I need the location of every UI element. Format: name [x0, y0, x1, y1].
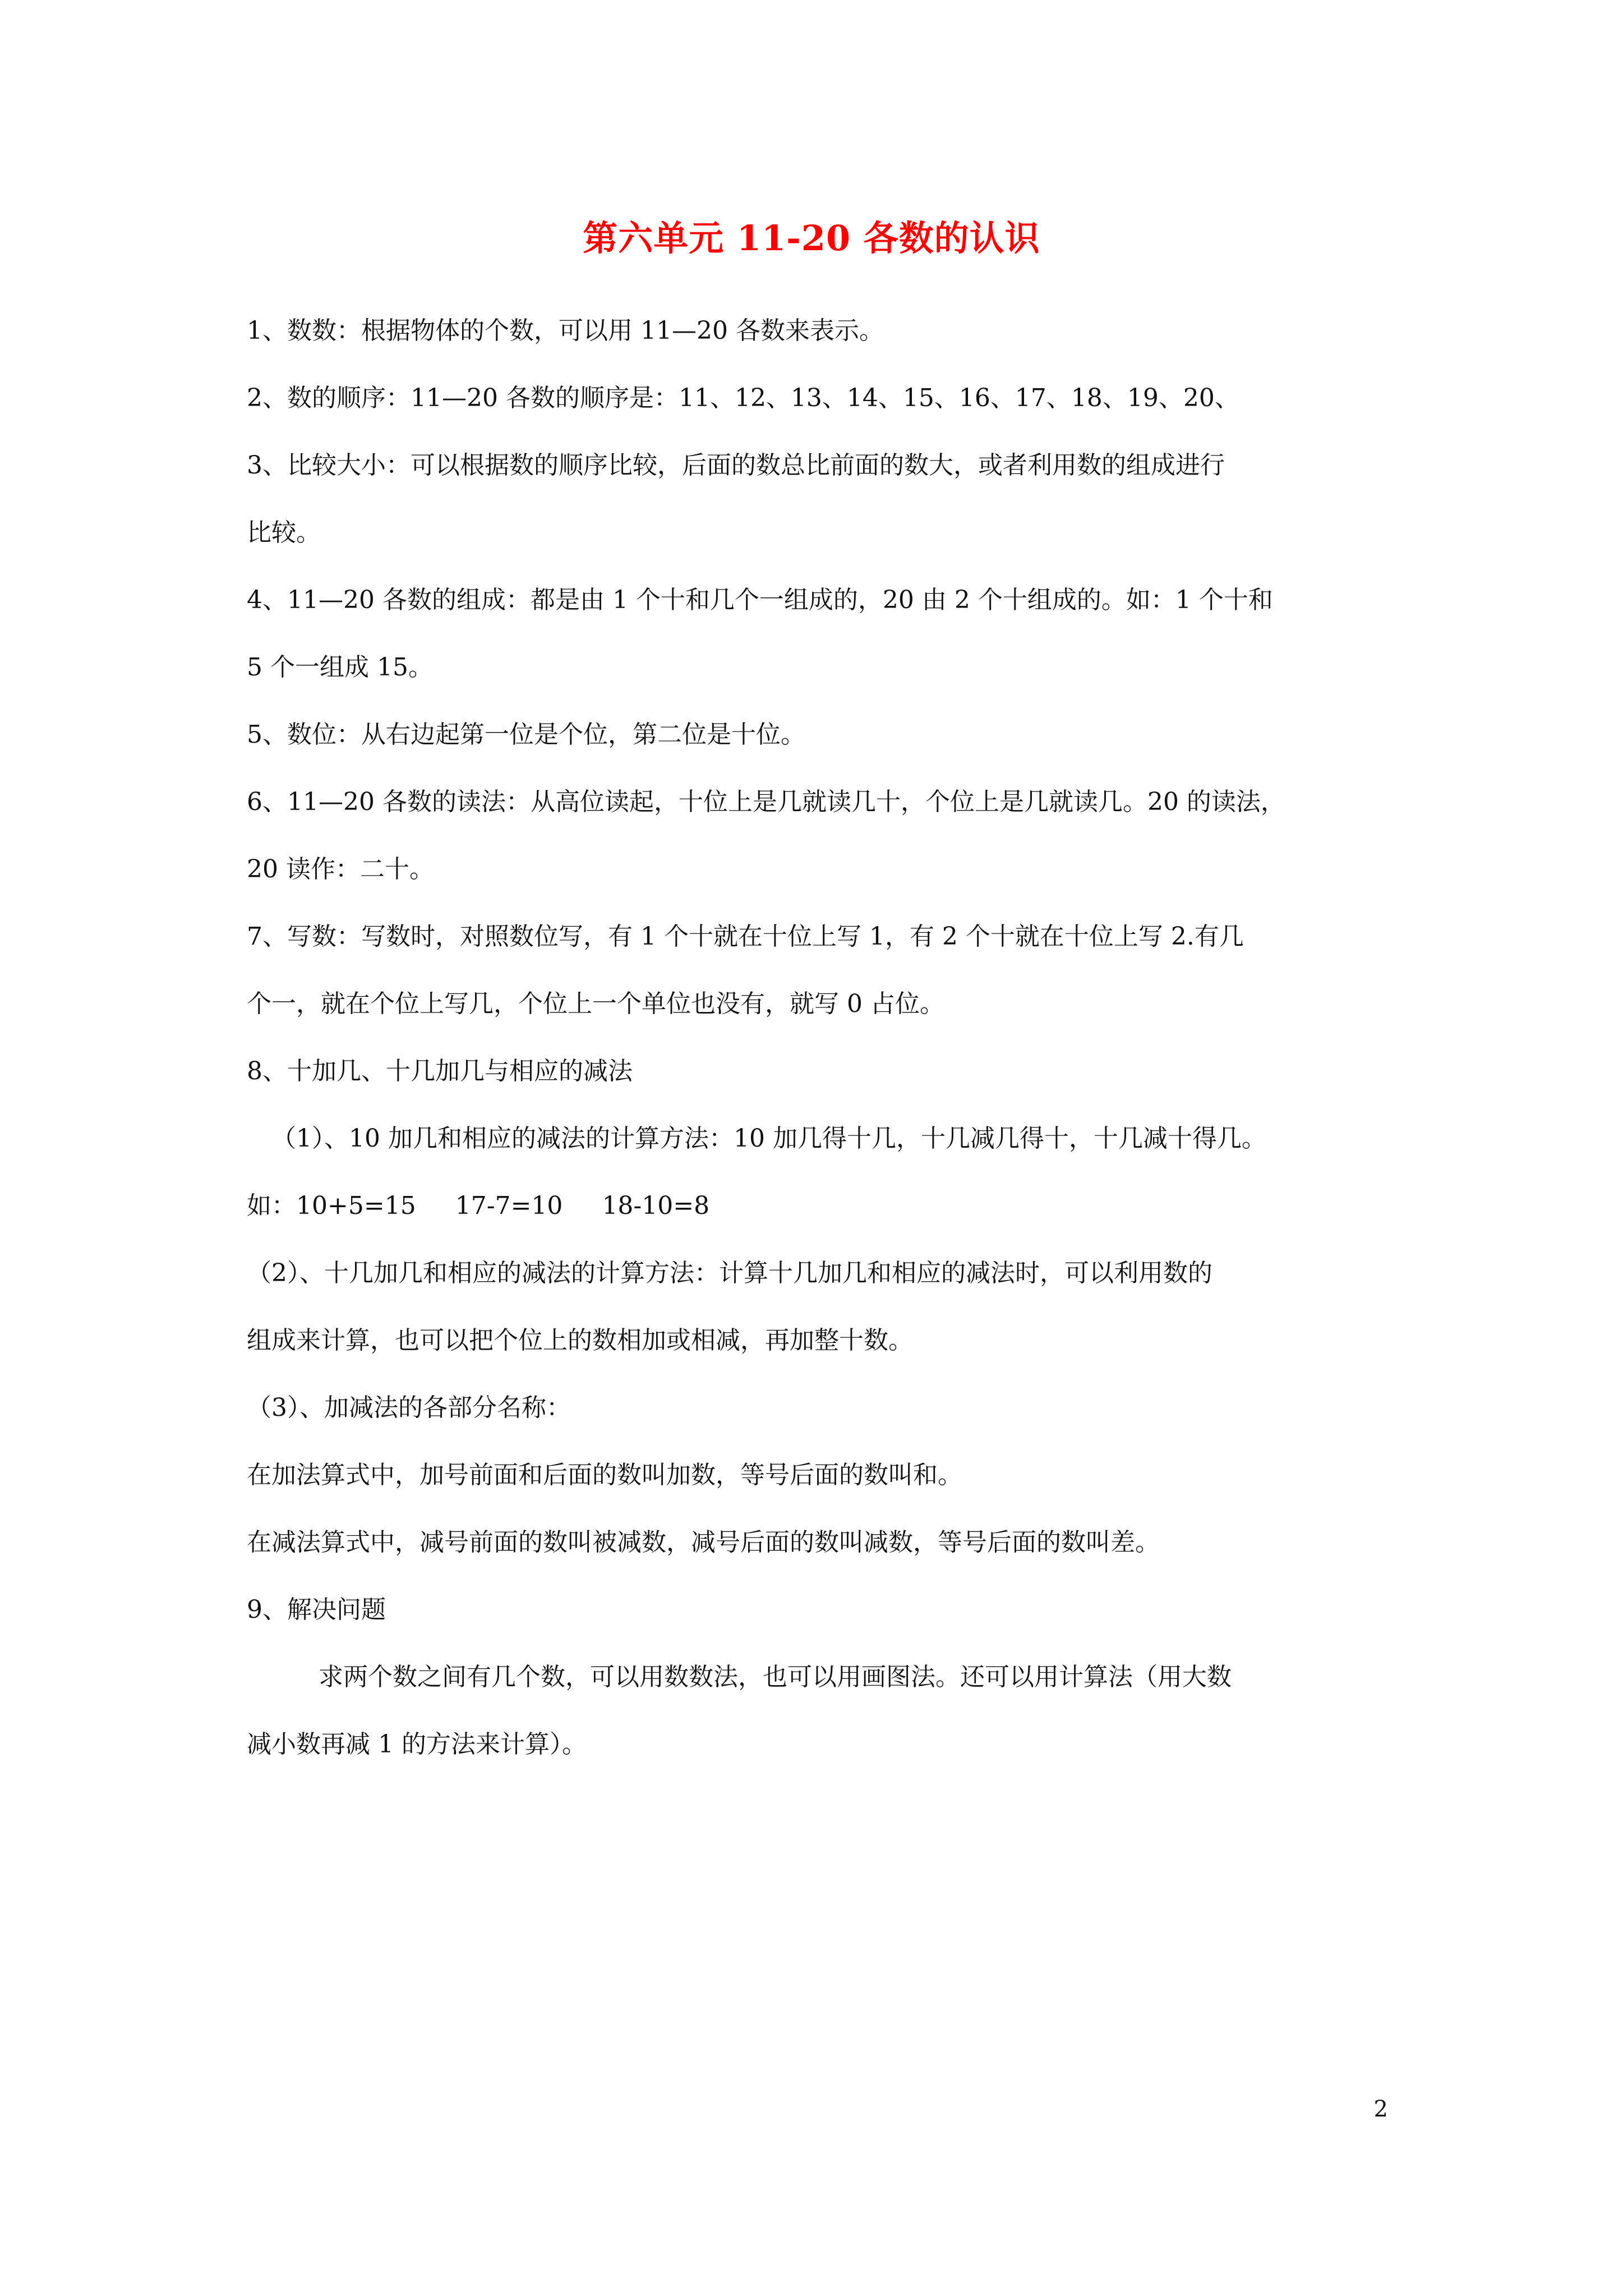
paragraph-line: 20 读作：二十。	[247, 855, 434, 884]
paragraph-line: 求两个数之间有几个数，可以用数数法，也可以用画图法。还可以用计算法（用大数	[319, 1663, 1232, 1691]
paragraph-line: 在加法算式中，加号前面和后面的数叫加数，等号后面的数叫和。	[247, 1461, 962, 1489]
example-equation: 10+5=15	[296, 1191, 416, 1220]
paragraph-line: 减小数再减 1 的方法来计算）。	[247, 1730, 587, 1759]
paragraph-line: 组成来计算，也可以把个位上的数相加或相减，再加整十数。	[247, 1326, 913, 1355]
document-title: 第六单元 11-20 各数的认识	[583, 218, 1040, 259]
paragraph-line: （2）、十几加几和相应的减法的计算方法：计算十几加几和相应的减法时，可以利用数的	[247, 1259, 1212, 1287]
paragraph-line: 在减法算式中，减号前面的数叫被减数，减号后面的数叫减数，等号后面的数叫差。	[247, 1528, 1160, 1557]
example-equation: 18-10=8	[602, 1191, 710, 1220]
paragraph-line: （3）、加减法的各部分名称：	[247, 1393, 571, 1422]
page-number: 2	[1373, 2096, 1388, 2122]
paragraph-line: 5 个一组成 15。	[247, 653, 433, 682]
paragraph-line: 1、数数：根据物体的个数，可以用 11—20 各数来表示。	[247, 316, 884, 345]
example-equation: 17-7=10	[455, 1191, 563, 1220]
paragraph-line: 2、数的顺序：11—20 各数的顺序是：11、12、13、14、15、16、17、18、19、20、	[247, 384, 1239, 412]
example-line	[247, 1172, 1391, 1240]
paragraph-line: 9、解决问题	[247, 1595, 386, 1624]
paragraph-line: 7、写数：写数时，对照数位写，有 1 个十就在十位上写 1，有 2 个十就在十位上写 2.有几	[247, 922, 1244, 951]
paragraph-line: （1）、10 加几和相应的减法的计算方法：10 加几得十几，十几减几得十，十几减十得几。	[271, 1124, 1266, 1153]
example-prefix: 如：	[247, 1191, 296, 1220]
paragraph-line: 4、11—20 各数的组成：都是由 1 个十和几个一组成的，20 由 2 个十组成的。如：1 个十和	[247, 586, 1273, 614]
paragraph-line: 8、十加几、十几加几与相应的减法	[247, 1057, 633, 1085]
document-body	[247, 297, 1391, 1778]
paragraph-line: 个一，就在个位上写几，个位上一个单位也没有，就写 0 占位。	[247, 990, 944, 1018]
paragraph-line: 6、11—20 各数的读法：从高位读起，十位上是几就读几十，个位上是几就读几。20 的读法，	[247, 788, 1285, 816]
paragraph-line: 3、比较大小：可以根据数的顺序比较，后面的数总比前面的数大，或者利用数的组成进行	[247, 451, 1225, 480]
paragraph-line: 5、数位：从右边起第一位是个位，第二位是十位。	[247, 720, 805, 749]
paragraph-line: 比较。	[247, 518, 321, 547]
